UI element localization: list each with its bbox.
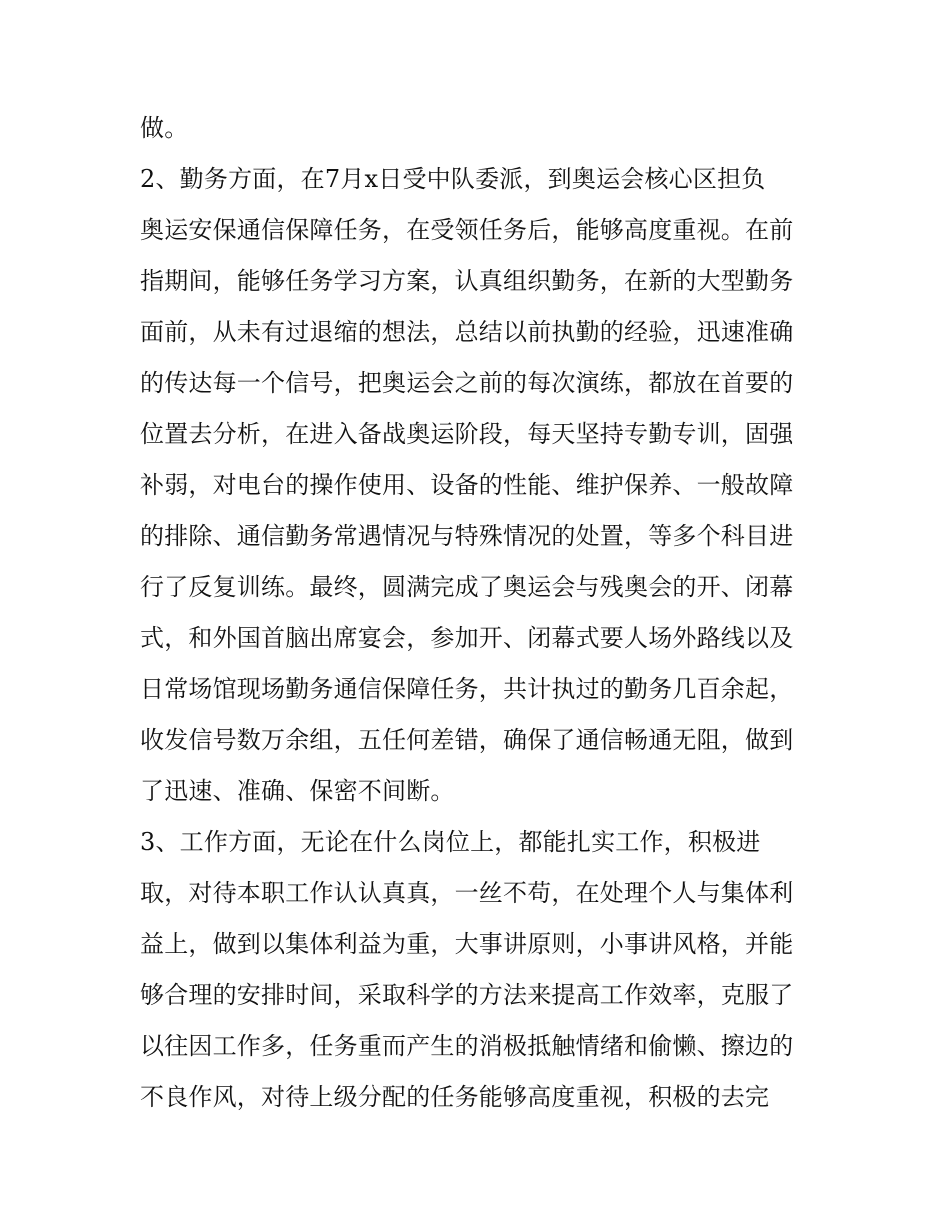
text-line-8: 补弱，对电台的操作使用、设备的性能、维护保养、一般故障 [140, 471, 794, 499]
text-line-20: 不良作风，对待上级分配的任务能够高度重视，积极的去完 [140, 1083, 770, 1111]
text-line-18: 够合理的安排时间，采取科学的方法来提高工作效率，克服了 [140, 981, 794, 1009]
text-line-17: 益上，做到以集体利益为重，大事讲原则，小事讲风格，并能 [140, 930, 794, 958]
text-line-6: 的传达每一个信号，把奥运会之前的每次演练，都放在首要的 [140, 369, 794, 397]
text-line-14: 了迅速、准确、保密不间断。 [140, 777, 455, 805]
text-line-11: 式，和外国首脑出席宴会，参加开、闭幕式要人场外路线以及 [140, 624, 794, 652]
text-line-10: 行了反复训练。最终，圆满完成了奥运会与残奥会的开、闭幕 [140, 573, 794, 601]
text-line-19: 以往因工作多，任务重而产生的消极抵触情绪和偷懒、擦边的 [140, 1032, 794, 1060]
text-line-3: 奥运安保通信保障任务，在受领任务后，能够高度重视。在前 [140, 216, 794, 244]
text-line-5: 面前，从未有过退缩的想法，总结以前执勤的经验，迅速准确 [140, 318, 794, 346]
body-text [140, 103, 820, 1123]
text-line-4: 指期间，能够任务学习方案，认真组织勤务，在新的大型勤务 [140, 267, 794, 295]
text-line-13: 收发信号数万余组，五任何差错，确保了通信畅通无阻，做到 [140, 726, 794, 754]
text-line-1: 做。 [140, 114, 189, 142]
text-line-12: 日常场馆现场勤务通信保障任务，共计执过的勤务几百余起， [140, 675, 794, 703]
text-line-7: 位置去分析，在进入备战奥运阶段，每天坚持专勤专训，固强 [140, 420, 794, 448]
text-line-2: 2、勤务方面，在7月x日受中队委派，到奥运会核心区担负 [140, 165, 766, 193]
text-line-16: 取，对待本职工作认认真真，一丝不苟，在处理个人与集体利 [140, 879, 794, 907]
text-line-9: 的排除、通信勤务常遇情况与特殊情况的处置，等多个科目进 [140, 522, 794, 550]
text-line-15: 3、工作方面，无论在什么岗位上，都能扎实工作，积极进 [140, 828, 761, 856]
